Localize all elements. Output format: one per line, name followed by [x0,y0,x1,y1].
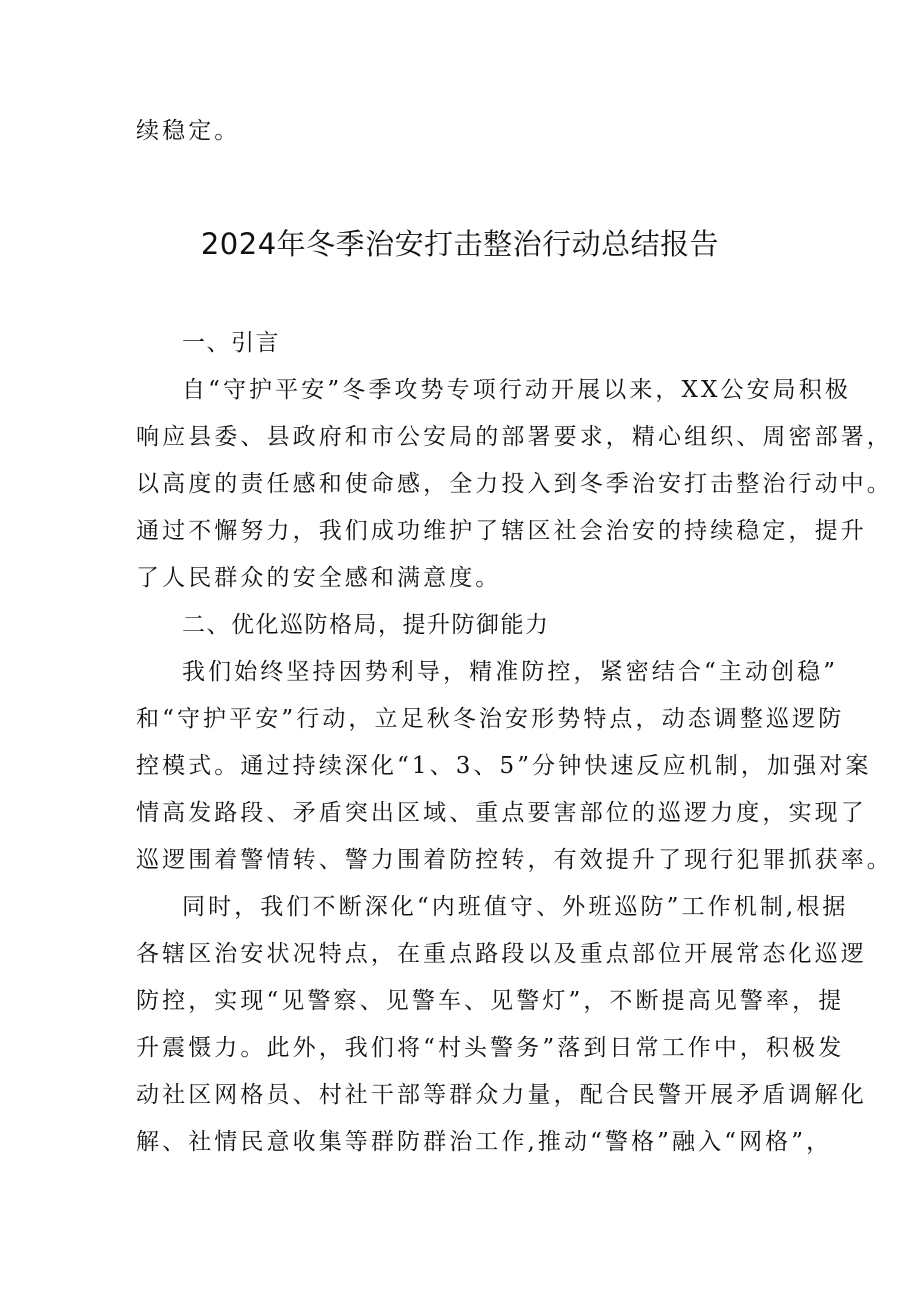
paragraph-line: 我们始终坚持因势利导，精准防控，紧密结合“主动创稳” [182,659,839,685]
paragraph-line: 动社区网格员、村社干部等群众力量，配合民警开展矛盾调解化 [136,1082,867,1108]
paragraph-line: 通过不懈努力，我们成功维护了辖区社会治安的持续稳定，提升 [136,518,867,544]
paragraph-line: 各辖区治安状况特点，在重点路段以及重点部位开展常态化巡逻 [136,941,867,967]
document-title: 2024年冬季治安打击整治行动总结报告 [200,227,720,261]
paragraph-line: 以高度的责任感和使命感，全力投入到冬季治安打击整治行动中。 [136,471,893,497]
section-heading-patrol: 二、优化巡防格局，提升防御能力 [182,612,550,638]
paragraph-line: 同时，我们不断深化“内班值守、外班巡防”工作机制,根据 [182,894,849,920]
paragraph-line: 情高发路段、矛盾突出区域、重点要害部位的巡逻力度，实现了 [136,800,867,826]
paragraph-line: 升震慑力。此外，我们将“村头警务”落到日常工作中，积极发 [136,1035,845,1061]
paragraph-line: 自“守护平安”冬季攻势专项行动开展以来，XX公安局积极 [182,377,851,403]
paragraph-line: 控模式。通过持续深化“1、3、5”分钟快速反应机制，加强对案 [136,753,872,779]
paragraph-line: 巡逻围着警情转、警力围着防控转，有效提升了现行犯罪抓获率。 [136,847,893,873]
paragraph-line: 了人民群众的安全感和满意度。 [136,565,502,591]
lead-line: 续稳定。 [136,118,241,144]
section-heading-intro: 一、引言 [182,330,280,356]
paragraph-line: 解、社情民意收集等群防群治工作,推动“警格”融入“网格”， [136,1129,833,1155]
paragraph-line: 和“守护平安”行动，立足秋冬治安形势特点，动态调整巡逻防 [136,706,845,732]
paragraph-line: 防控，实现“见警察、见警车、见警灯”，不断提高见警率，提 [136,988,845,1014]
paragraph-line: 响应县委、县政府和市公安局的部署要求，精心组织、周密部署， [136,424,893,450]
